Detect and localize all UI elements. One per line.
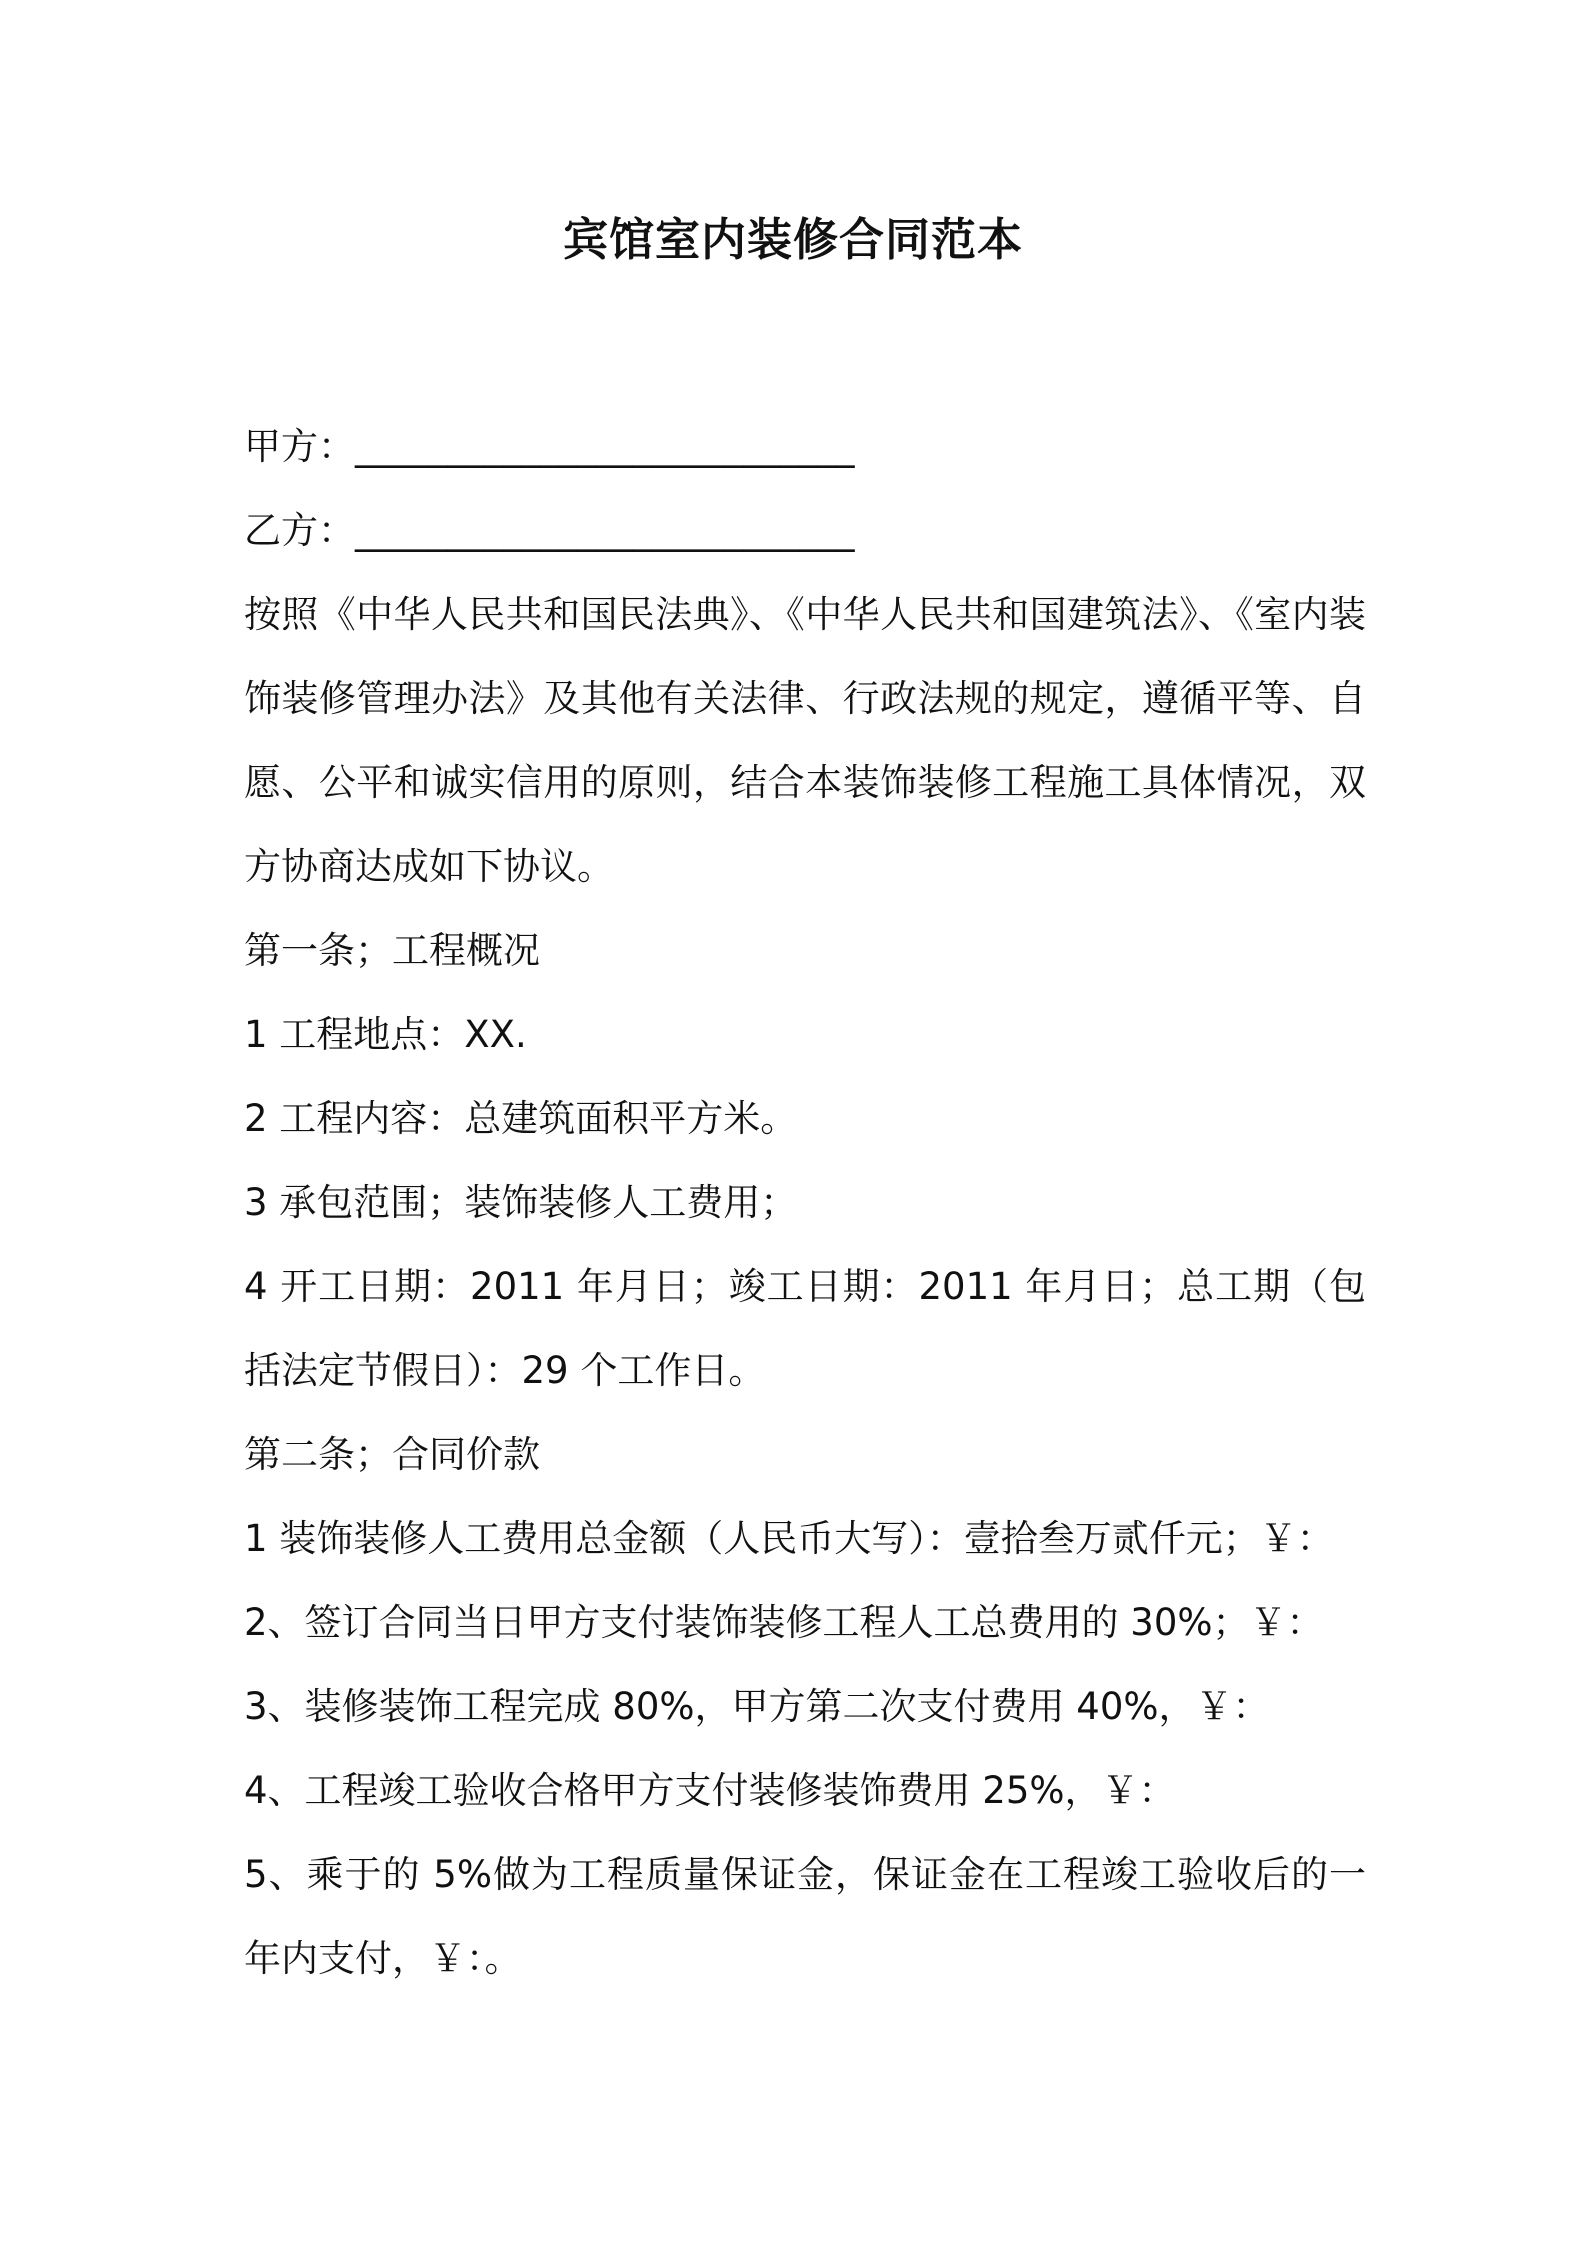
article-1-item: 2 工程内容：总建筑面积平方米。 xyxy=(244,1097,798,1140)
article-1-item: 1 工程地点：XX. xyxy=(244,1013,527,1056)
article-2-heading: 第二条；合同价款 xyxy=(244,1433,540,1476)
article-1-item: 3 承包范围；装饰装修人工费用； xyxy=(244,1181,798,1224)
article-2-item: 1 装饰装修人工费用总金额（人民币大写）：壹拾叁万贰仟元；￥： xyxy=(244,1517,1334,1560)
article-2-item: 2、签订合同当日甲方支付装饰装修工程人工总费用的 30%；￥： xyxy=(244,1601,1324,1644)
document-title: 宾馆室内装修合同范本 xyxy=(562,213,1023,266)
article-2-item: 4、工程竣工验收合格甲方支付装修装饰费用 25%，￥： xyxy=(244,1769,1176,1812)
document-body xyxy=(244,405,1366,2001)
article-1-item: 4 开工日期：2011 年月日；竣工日期：2011 年月日；总工期（包括法定节假日）：29 个工作日。 xyxy=(244,1265,1366,1392)
article-2-item: 3、装修装饰工程完成 80%，甲方第二次支付费用 40%，￥： xyxy=(244,1685,1270,1728)
article-1-heading: 第一条；工程概况 xyxy=(244,929,540,972)
party-a-line: 甲方：___________________________ xyxy=(244,425,855,468)
article-2-item: 5、乘于的 5%做为工程质量保证金，保证金在工程竣工验收后的一年内支付，￥：。 xyxy=(244,1853,1366,1980)
party-b-line: 乙方：___________________________ xyxy=(244,509,855,552)
preamble-paragraph: 按照《中华人民共和国民法典》、《中华人民共和国建筑法》、《室内装饰装修管理办法》及其他有关法律、行政法规的规定，遵循平等、自愿、公平和诚实信用的原则，结合本装饰装修工程施工具体情况，双方协商达成如下协议。 xyxy=(244,593,1366,888)
